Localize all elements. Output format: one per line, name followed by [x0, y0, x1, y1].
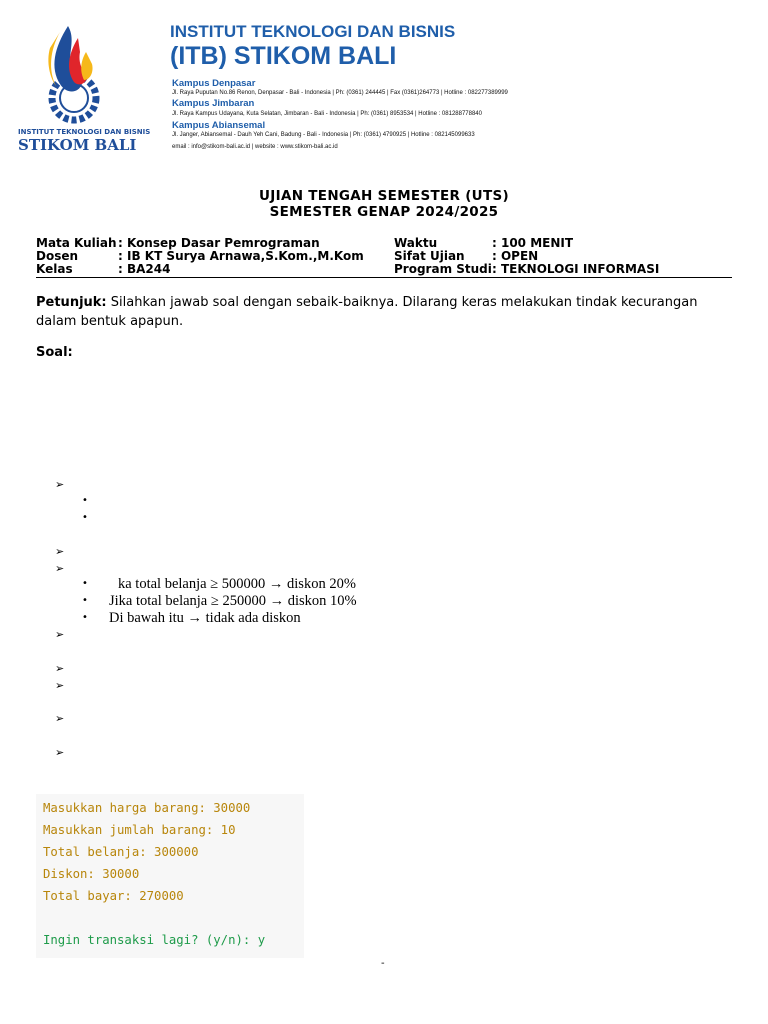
arrow-bullet-icon: ➢ — [55, 628, 65, 641]
arrow-bullet-icon: ➢ — [55, 545, 65, 558]
dosen-value: : IB KT Surya Arnawa,S.Kom.,M.Kom — [118, 249, 364, 263]
output-line: Masukkan harga barang: 30000 — [43, 801, 251, 815]
sifat-ujian-label: Sifat Ujian — [394, 249, 465, 263]
campus-jimbaran-address: Jl. Raya Kampus Udayana, Kuta Selatan, Jimbaran - Bali - Indonesia | Ph: (0361) 8953534 | Hotline : 081288778840 — [172, 111, 482, 117]
page-footer-mark: - — [381, 958, 385, 969]
instructions-text: Silahkan jawab soal dengan sebaik-baiknya. Dilarang keras melakukan tindak kecurangan dalam bentuk apapun. — [36, 295, 698, 329]
arrow-bullet-icon: ➢ — [55, 562, 65, 575]
dosen-label: Dosen — [36, 249, 79, 263]
institution-name-line2: (ITB) STIKOM BALI — [170, 42, 397, 70]
discount-rule-3: Di bawah itu → tidak ada diskon — [109, 610, 301, 626]
campus-denpasar-name: Kampus Denpasar — [172, 78, 256, 89]
mata-kuliah-label: Mata Kuliah — [36, 236, 117, 250]
output-line: Masukkan jumlah barang: 10 — [43, 823, 236, 837]
program-studi-value: : TEKNOLOGI INFORMASI — [492, 262, 660, 276]
sifat-ujian-value: : OPEN — [492, 249, 539, 263]
bullet-icon: • — [82, 495, 88, 506]
arrow-bullet-icon: ➢ — [55, 679, 65, 692]
bullet-icon: • — [82, 578, 88, 589]
output-line: Total bayar: 270000 — [43, 889, 184, 903]
bullet-icon: • — [82, 612, 88, 623]
bullet-icon: • — [82, 512, 88, 523]
logo-caption-top: INSTITUT TEKNOLOGI DAN BISNIS — [18, 128, 151, 136]
stikom-flame-gear-logo-icon — [38, 22, 110, 126]
campus-denpasar-address: Jl. Raya Puputan No.86 Renon, Denpasar - Bali - Indonesia | Ph: (0361) 244445 | Fax (0361)264773 | Hotline : 082277389999 — [172, 90, 508, 96]
institution-logo — [18, 22, 151, 154]
output-line: Diskon: 30000 — [43, 867, 140, 881]
output-prompt-line: Ingin transaksi lagi? (y/n): y — [43, 933, 266, 947]
bullet-icon: • — [82, 595, 88, 606]
campus-abiansemal-name: Kampus Abiansemal — [172, 120, 266, 131]
program-studi-label: Program Studi — [394, 262, 492, 276]
contact-line: email : info@stikom-bali.ac.id | website : www.stikom-bali.ac.id — [172, 144, 338, 150]
arrow-bullet-icon: ➢ — [55, 712, 65, 725]
discount-rule-1: ka total belanja ≥ 500000 → diskon 20% — [118, 576, 356, 592]
kelas-label: Kelas — [36, 262, 73, 276]
campus-abiansemal-address: Jl. Janger, Abiansemal - Dauh Yeh Cani, Badung - Bali - Indonesia | Ph: (0361) 4790925 | Hotline : 082145099633 — [172, 132, 475, 138]
arrow-bullet-icon: ➢ — [55, 746, 65, 759]
waktu-value: : 100 MENIT — [492, 236, 574, 250]
header-divider — [36, 277, 732, 278]
arrow-bullet-icon: ➢ — [55, 478, 65, 491]
campus-jimbaran-name: Kampus Jimbaran — [172, 98, 255, 109]
discount-rule-2: Jika total belanja ≥ 250000 → diskon 10% — [109, 593, 357, 609]
soal-heading: Soal: — [36, 345, 73, 360]
arrow-bullet-icon: ➢ — [55, 662, 65, 675]
logo-caption-bottom: STIKOM BALI — [18, 136, 137, 154]
sample-output-block — [36, 794, 304, 958]
mata-kuliah-value: : Konsep Dasar Pemrograman — [118, 236, 320, 250]
kelas-value: : BA244 — [118, 262, 171, 276]
exam-title: UJIAN TENGAH SEMESTER (UTS) — [259, 188, 509, 204]
instructions-label: Petunjuk: — [36, 295, 107, 310]
waktu-label: Waktu — [394, 236, 438, 250]
institution-name-line1: INSTITUT TEKNOLOGI DAN BISNIS — [170, 22, 456, 41]
output-line: Total belanja: 300000 — [43, 845, 199, 859]
exam-subtitle: SEMESTER GENAP 2024/2025 — [269, 204, 499, 220]
instructions-paragraph — [36, 293, 726, 331]
